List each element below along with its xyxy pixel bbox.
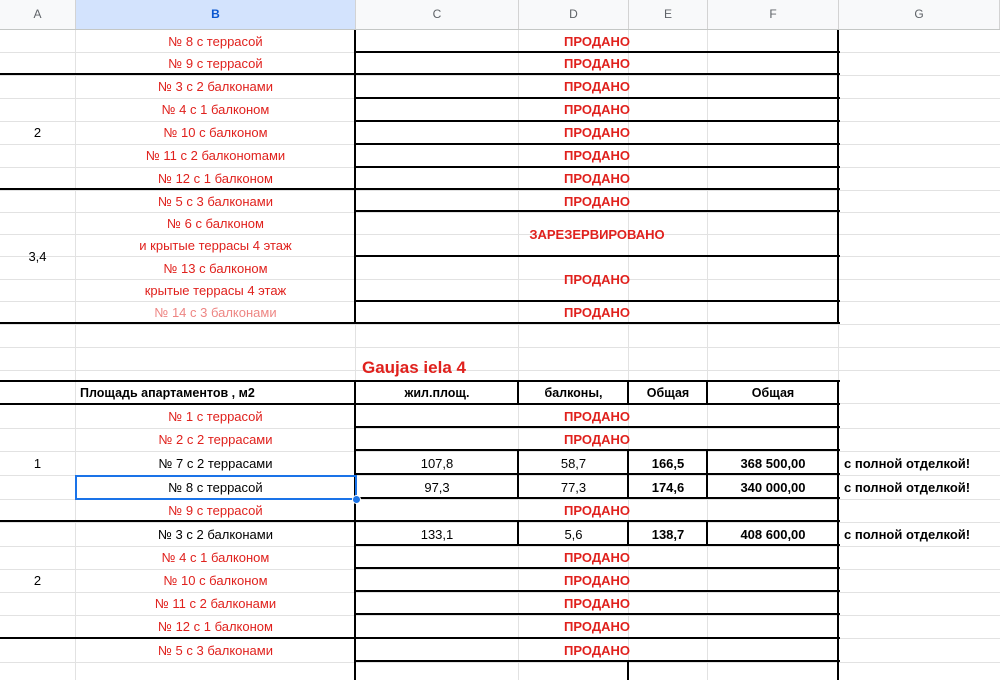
- status-sold[interactable]: ПРОДАНО: [564, 596, 630, 611]
- floor-label[interactable]: 2: [33, 124, 42, 140]
- apartment-name[interactable]: № 6 с балконом: [167, 215, 264, 231]
- status-sold[interactable]: ПРОДАНО: [564, 193, 630, 209]
- status-sold[interactable]: ПРОДАНО: [564, 643, 630, 658]
- gridline: [0, 370, 1000, 371]
- apartment-name[interactable]: № 12 с 1 балконом: [158, 619, 273, 634]
- living-area-value[interactable]: 133,1: [420, 526, 454, 542]
- floor-label[interactable]: 2: [33, 572, 42, 588]
- apartment-name[interactable]: № 9 с террасой: [168, 55, 263, 71]
- apartment-name-line2[interactable]: и крытые террасы 4 этаж: [139, 237, 292, 253]
- price-value[interactable]: 368 500,00: [740, 455, 806, 471]
- status-sold[interactable]: ПРОДАНО: [564, 573, 630, 588]
- column-header-g[interactable]: G: [839, 0, 1000, 29]
- selected-cell[interactable]: [75, 475, 357, 500]
- status-sold[interactable]: ПРОДАНО: [564, 102, 630, 117]
- header-balconies[interactable]: балконы,: [544, 386, 603, 400]
- living-area-value[interactable]: 97,3: [424, 479, 450, 495]
- apartment-name[interactable]: № 8 с террасой: [168, 479, 263, 495]
- price-value[interactable]: 408 600,00: [740, 526, 806, 542]
- balcony-area-value[interactable]: 77,3: [560, 479, 587, 495]
- spreadsheet-grid[interactable]: [0, 30, 1000, 680]
- apartment-name[interactable]: № 2 с 2 террасами: [158, 432, 273, 447]
- status-sold[interactable]: ПРОДАНО: [564, 305, 630, 320]
- apartment-name[interactable]: № 10 с балконом: [163, 573, 268, 588]
- total-area-value[interactable]: 138,7: [651, 526, 685, 542]
- status-sold[interactable]: ПРОДАНО: [564, 619, 630, 634]
- apartment-name[interactable]: № 3 с 2 балконами: [158, 526, 273, 542]
- gridline: [0, 347, 1000, 348]
- gridline: [0, 662, 1000, 663]
- apartment-name[interactable]: № 3 с 2 балконами: [158, 79, 273, 94]
- column-header-row: [0, 0, 1000, 30]
- border: [627, 660, 629, 680]
- column-header-d[interactable]: D: [519, 0, 629, 29]
- column-header-b[interactable]: B: [76, 0, 356, 29]
- header-total-area[interactable]: Общая: [646, 386, 690, 400]
- status-sold[interactable]: ПРОДАНО: [564, 79, 630, 94]
- apartment-name[interactable]: № 12 с 1 балконом: [158, 170, 273, 186]
- finish-note[interactable]: с полной отделкой!: [844, 479, 971, 495]
- total-area-value[interactable]: 174,6: [651, 479, 685, 495]
- apartment-name[interactable]: № 4 с 1 балконом: [161, 550, 270, 565]
- status-reserved[interactable]: ЗАРЕЗЕРВИРОВАНО: [529, 226, 665, 242]
- status-sold[interactable]: ПРОДАНО: [564, 502, 630, 518]
- apartment-name[interactable]: № 1 с террасой: [168, 409, 263, 424]
- column-header-a[interactable]: A: [0, 0, 76, 29]
- column-header-f[interactable]: F: [708, 0, 839, 29]
- living-area-value[interactable]: 107,8: [420, 455, 454, 471]
- finish-note[interactable]: с полной отделкой!: [844, 455, 971, 471]
- status-sold[interactable]: ПРОДАНО: [564, 432, 630, 447]
- gridline: [0, 324, 1000, 325]
- apartment-name[interactable]: № 14 с 3 балконами: [154, 305, 277, 320]
- status-sold[interactable]: ПРОДАНО: [564, 271, 630, 287]
- column-header-e[interactable]: E: [629, 0, 708, 29]
- apartment-name[interactable]: № 5 с 3 балконами: [158, 643, 273, 658]
- apartment-name[interactable]: № 11 с 2 балконоmами: [145, 148, 286, 163]
- balcony-area-value[interactable]: 58,7: [560, 455, 587, 471]
- section-title[interactable]: Gaujas iela 4: [362, 358, 466, 377]
- status-sold[interactable]: ПРОДАНО: [564, 148, 630, 163]
- status-sold[interactable]: ПРОДАНО: [564, 125, 630, 140]
- apartment-name-line2[interactable]: крытые террасы 4 этаж: [144, 282, 287, 298]
- apartment-name[interactable]: № 11 с 2 балконами: [154, 596, 277, 611]
- balcony-area-value[interactable]: 5,6: [564, 526, 583, 542]
- apartment-name[interactable]: № 7 с 2 террасами: [158, 455, 273, 471]
- apartment-name[interactable]: № 9 с террасой: [168, 502, 263, 518]
- fill-handle[interactable]: [352, 495, 361, 504]
- header-area[interactable]: Площадь апартаментов , м2: [80, 386, 255, 400]
- status-sold[interactable]: ПРОДАНО: [564, 33, 630, 49]
- floor-label[interactable]: 3,4: [28, 249, 47, 264]
- price-value[interactable]: 340 000,00: [740, 479, 806, 495]
- status-sold[interactable]: ПРОДАНО: [564, 55, 630, 71]
- apartment-name[interactable]: № 13 с балконом: [163, 260, 268, 276]
- header-total-price[interactable]: Общая: [751, 386, 795, 400]
- finish-note[interactable]: с полной отделкой!: [844, 526, 971, 542]
- apartment-name[interactable]: № 5 с 3 балконами: [158, 193, 273, 209]
- total-area-value[interactable]: 166,5: [651, 455, 685, 471]
- floor-label[interactable]: 1: [33, 455, 42, 471]
- status-sold[interactable]: ПРОДАНО: [564, 550, 630, 565]
- apartment-name[interactable]: № 8 с террасой: [168, 33, 263, 49]
- status-sold[interactable]: ПРОДАНО: [564, 409, 630, 424]
- apartment-name[interactable]: № 4 с 1 балконом: [161, 102, 270, 117]
- status-sold[interactable]: ПРОДАНО: [564, 170, 630, 186]
- header-living-area[interactable]: жил.площ.: [404, 386, 470, 400]
- apartment-name[interactable]: № 10 с балконом: [163, 125, 268, 140]
- column-header-c[interactable]: C: [356, 0, 519, 29]
